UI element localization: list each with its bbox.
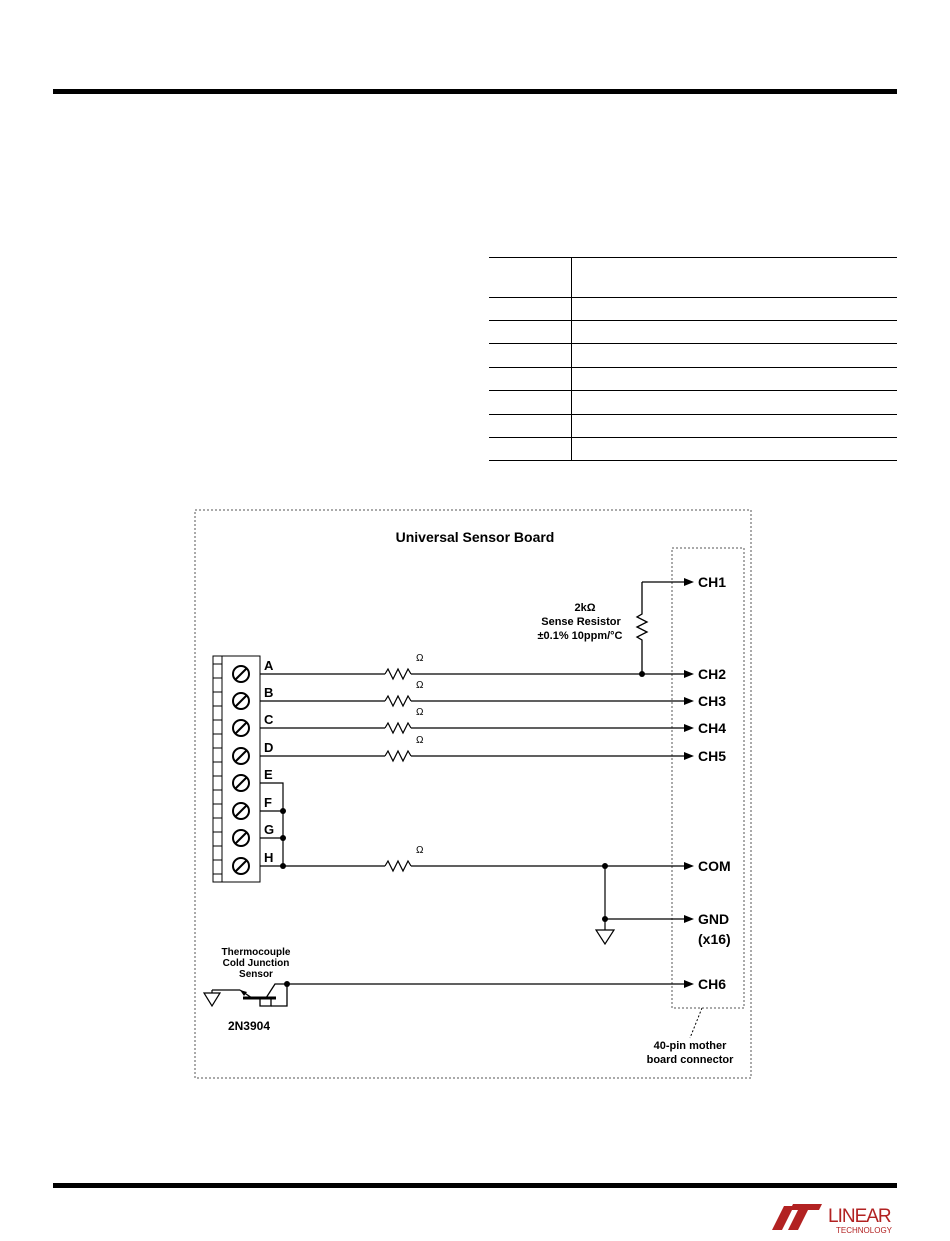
channel-label-gnd: GND <box>698 911 730 927</box>
arrowheads <box>684 578 694 988</box>
ohm-label: Ω <box>416 707 424 718</box>
footer-rule <box>53 1183 897 1188</box>
board-frame <box>195 510 751 1078</box>
sensor-label-line3: Sensor <box>239 969 273 980</box>
ground-icon <box>204 990 240 1006</box>
transistor-part-label: 2N3904 <box>227 1019 271 1033</box>
ohm-label: Ω <box>416 845 424 856</box>
connector-label-line1: 40-pin mother <box>653 1040 727 1052</box>
channel-label-ch2: CH2 <box>698 666 727 682</box>
signal-wires <box>260 669 684 930</box>
terminal-label-d: D <box>264 740 274 755</box>
ohm-label: Ω <box>416 653 424 664</box>
channel-label-ch6: CH6 <box>698 976 727 992</box>
terminal-label-e: E <box>264 767 273 782</box>
resistor-name: Sense Resistor <box>541 616 621 628</box>
linear-technology-logo <box>770 1200 900 1236</box>
sensor-label-line2: Cold Junction <box>222 958 290 969</box>
terminal-label-h: H <box>264 850 274 865</box>
resistor-value: 2kΩ <box>574 602 596 614</box>
terminal-label-f: F <box>264 795 272 810</box>
channel-label-com: COM <box>698 858 731 874</box>
sensor-label-line1: Thermocouple <box>221 947 291 958</box>
logo-text: LINEAR <box>828 1206 891 1227</box>
terminal-label-b: B <box>264 685 274 700</box>
connector-label-line2: board connector <box>646 1054 734 1066</box>
diagram-title: Universal Sensor Board <box>395 529 555 545</box>
junction-dots <box>280 671 645 987</box>
terminal-label-a: A <box>264 658 274 673</box>
ohm-label: Ω <box>416 680 424 691</box>
terminal-block <box>213 656 260 882</box>
transistor-emitter-arrow <box>240 990 247 996</box>
terminal-label-g: G <box>264 822 275 837</box>
channel-label-gnd-count: (x16) <box>698 931 731 947</box>
terminal-label-c: C <box>264 712 274 727</box>
sense-resistor <box>637 582 684 675</box>
channel-label-ch4: CH4 <box>698 720 727 736</box>
ohm-label: Ω <box>416 735 424 746</box>
connector-callout-line <box>690 1008 702 1038</box>
ground-icon <box>596 930 614 944</box>
transistor-icon <box>240 984 684 1006</box>
resistor-spec: ±0.1% 10ppm/°C <box>537 630 623 642</box>
channel-label-ch1: CH1 <box>698 574 727 590</box>
channel-label-ch5: CH5 <box>698 748 727 764</box>
channel-label-ch3: CH3 <box>698 693 727 709</box>
logo-subtext: TECHNOLOGY <box>836 1226 893 1235</box>
